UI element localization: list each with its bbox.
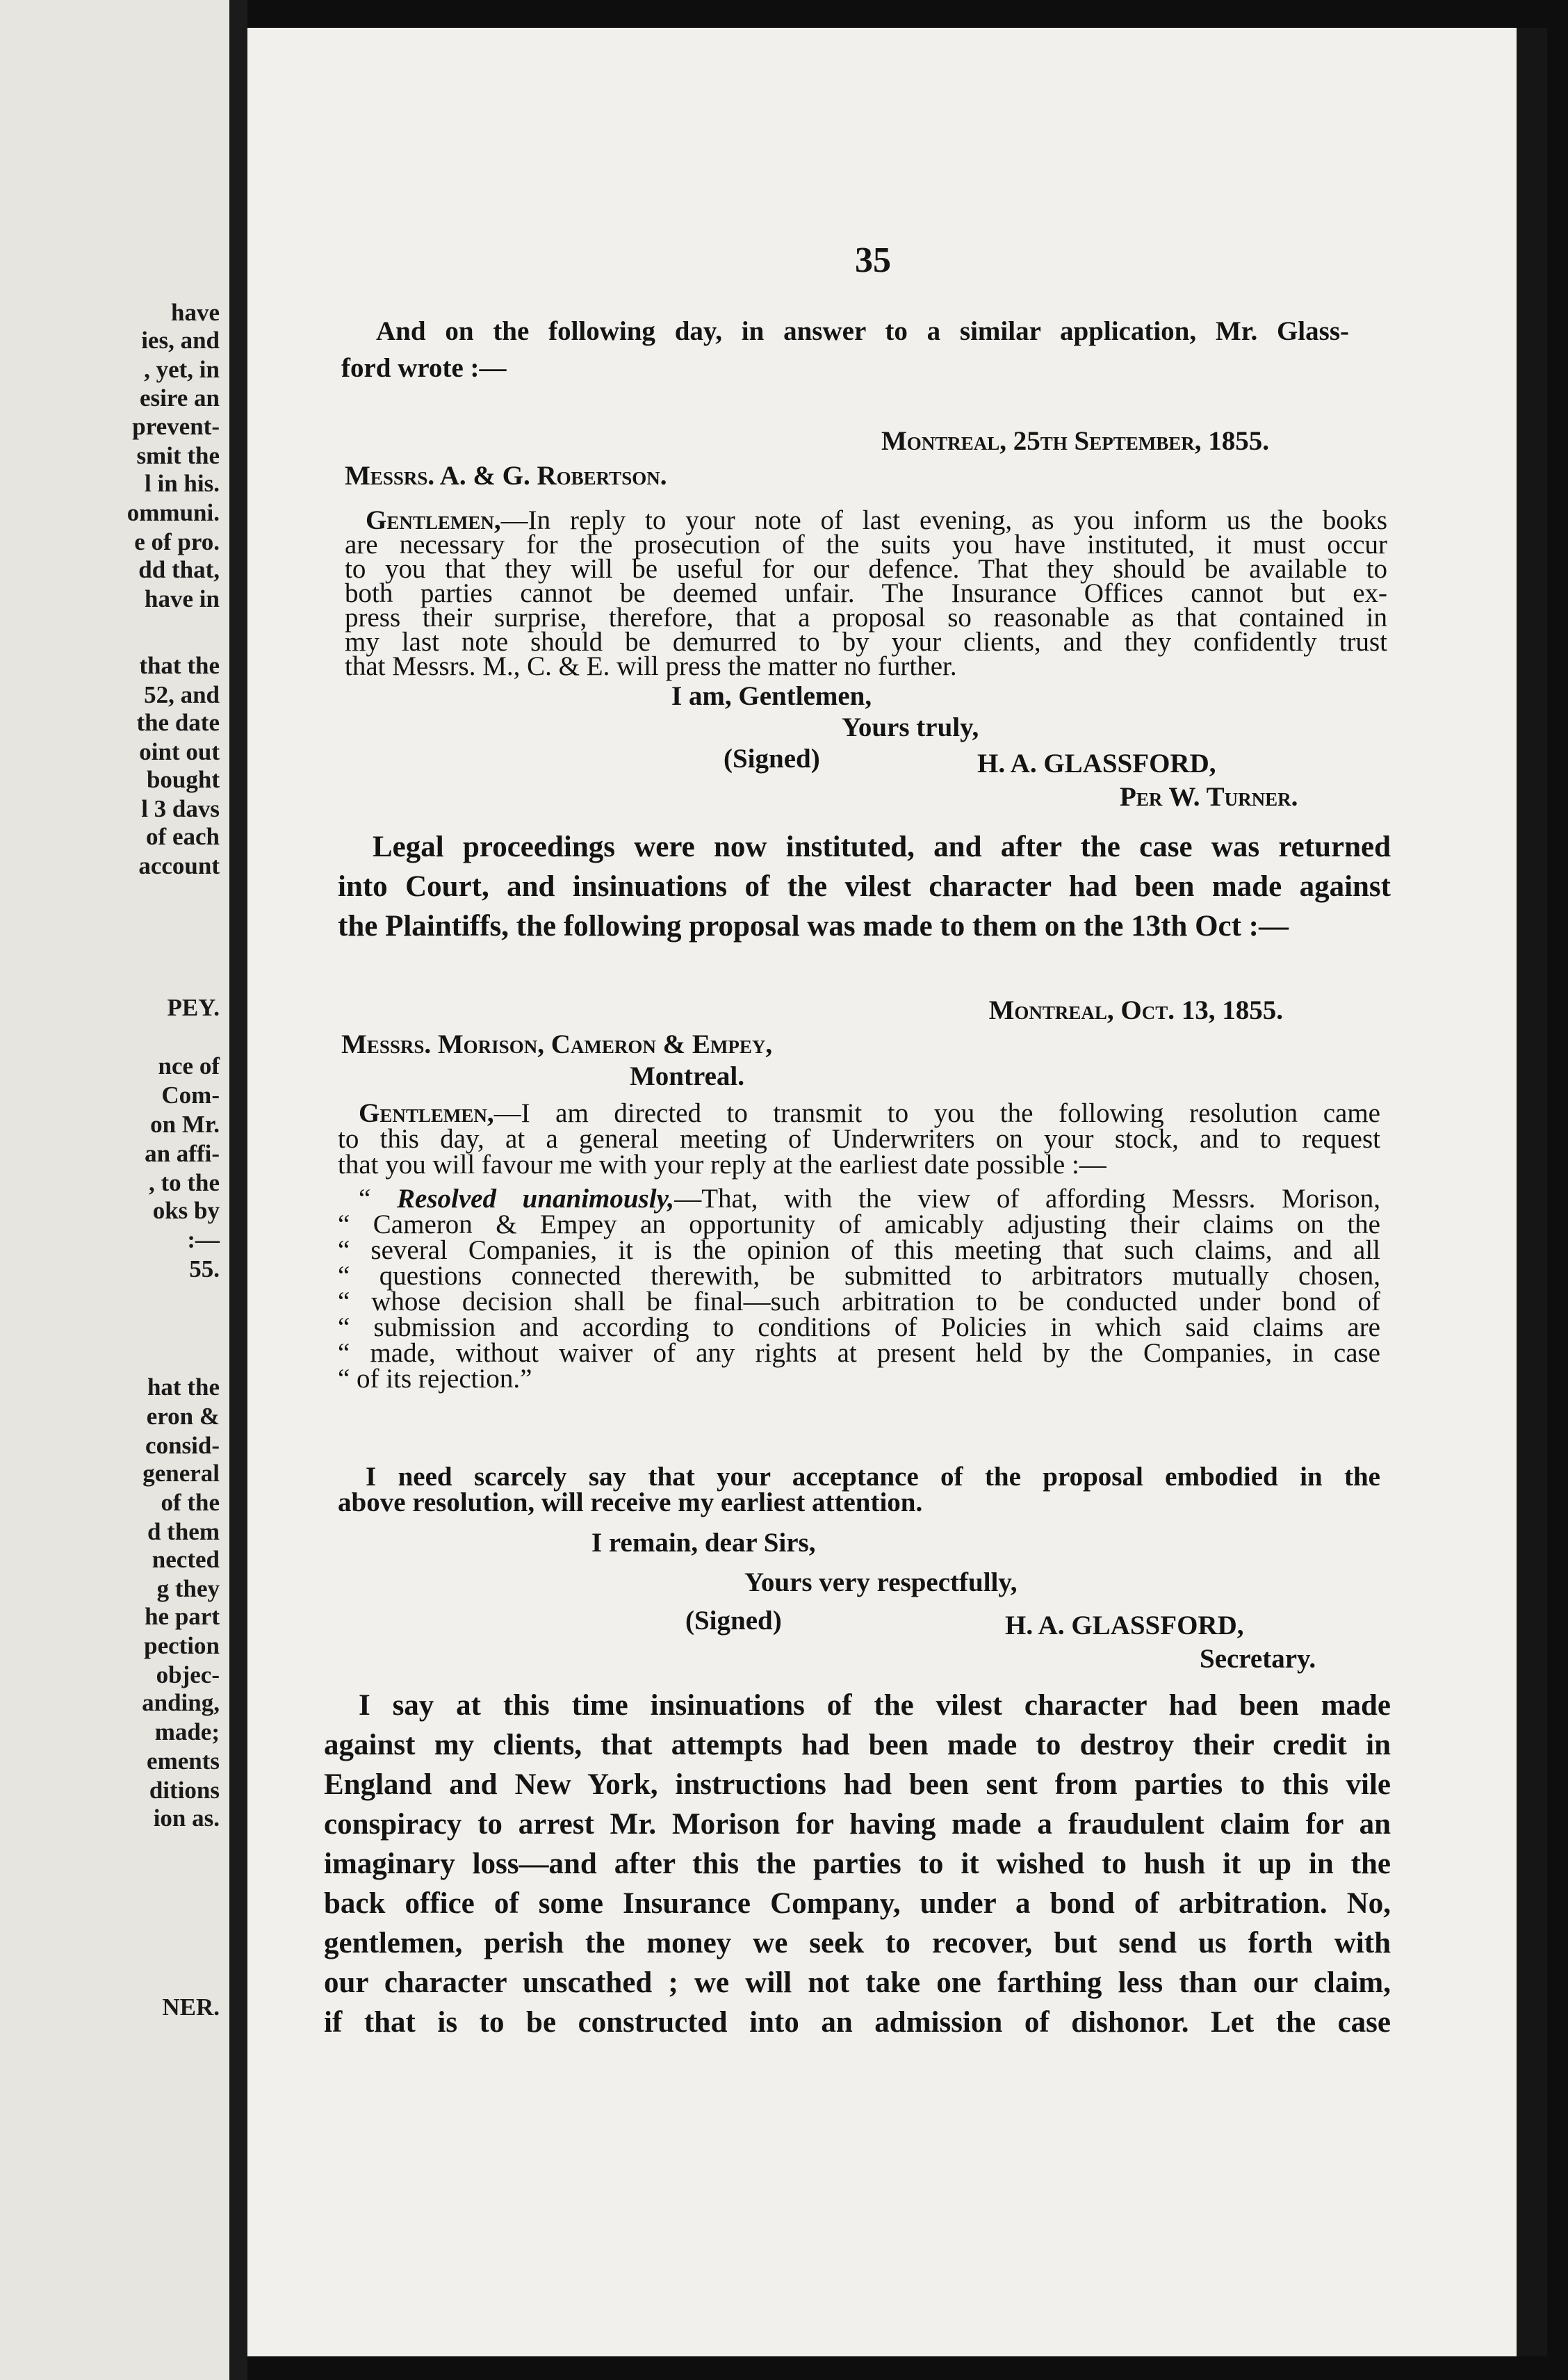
facing-page-text-fragment: , to the bbox=[148, 1169, 220, 1196]
letter1-line: are necessary for the prosecution of the suits you have instituted, it must occur bbox=[345, 530, 1387, 560]
letter1-per: Per W. Turner. bbox=[1120, 782, 1298, 812]
letter2-date: Montreal, Oct. 13, 1855. bbox=[988, 995, 1283, 1025]
facing-page-text-fragment: account bbox=[138, 852, 220, 879]
facing-page-text-fragment: an affi- bbox=[145, 1140, 220, 1167]
facing-page-text-fragment: ommuni. bbox=[126, 499, 220, 526]
letter1-date: Montreal, 25th September, 1855. bbox=[881, 426, 1269, 456]
facing-page-text-fragment: PEY. bbox=[167, 994, 220, 1021]
facing-page-text-fragment: of the bbox=[161, 1489, 220, 1516]
facing-page-text-fragment: NER. bbox=[162, 1994, 220, 2021]
facing-page-text-fragment: l 3 davs bbox=[141, 795, 220, 822]
resolution-line: “ Cameron & Empey an opportunity of amicably adjusting their claims on the bbox=[338, 1209, 1380, 1239]
letter1-line-text: —In reply to your note of last evening, as you inform us the books bbox=[500, 505, 1387, 535]
facing-page-text-fragment: e of pro. bbox=[134, 528, 220, 555]
facing-page-text-fragment: ion as. bbox=[153, 1804, 220, 1832]
facing-page-text-fragment: 55. bbox=[189, 1255, 220, 1282]
facing-page-text-fragment: , yet, in bbox=[144, 356, 220, 383]
resolution-line: “ of its rejection.” bbox=[338, 1364, 532, 1394]
facing-page-text-fragment: :— bbox=[187, 1226, 220, 1253]
letter2-signed: (Signed) bbox=[685, 1606, 782, 1636]
closing-line: if that is to be constructed into an admission of dishonor. Let the case bbox=[324, 2006, 1391, 2039]
closing-line: against my clients, that attempts had been made to destroy their credit in bbox=[324, 1729, 1391, 1761]
letter1-closing: Yours truly, bbox=[842, 712, 979, 742]
resolution-text: —That, with the view of affording Messrs. Morison, bbox=[674, 1184, 1380, 1214]
letter2-line-text: —I am directed to transmit to you the following resolution came bbox=[493, 1098, 1380, 1128]
letter2-closing: Yours very respectfully, bbox=[744, 1567, 1018, 1597]
facing-page-text-fragment: eron & bbox=[146, 1403, 220, 1430]
letter1-line: press their surprise, therefore, that a proposal so reasonable as that contained in bbox=[345, 603, 1387, 633]
show-through-text bbox=[609, 354, 614, 378]
facing-page-text-fragment: bought bbox=[146, 766, 220, 793]
facing-page-text-fragment: of each bbox=[146, 823, 220, 850]
intro-line: ford wrote :— bbox=[341, 353, 507, 383]
resolution-line: “ submission and according to conditions of Policies in which said claims are bbox=[338, 1312, 1380, 1342]
letter1-addressee: Messrs. A. & G. Robertson. bbox=[345, 461, 667, 491]
letter2-signer: H. A. GLASSFORD, bbox=[1005, 1611, 1244, 1640]
facing-page-text-fragment: he part bbox=[145, 1603, 220, 1630]
resolution-line: “ made, without waiver of any rights at present held by the Companies, in case bbox=[338, 1338, 1380, 1368]
facing-page-text-fragment: esire an bbox=[139, 384, 220, 411]
facing-page-text-fragment: consid- bbox=[145, 1432, 220, 1459]
page-edge-shadow bbox=[1517, 28, 1547, 2356]
facing-page-text-fragment: made; bbox=[154, 1718, 220, 1745]
letter2-line: to this day, at a general meeting of Underwriters on your stock, and to request bbox=[338, 1124, 1380, 1154]
letter1-signer: H. A. GLASSFORD, bbox=[977, 749, 1216, 779]
facing-page-text-fragment: oint out bbox=[139, 738, 220, 765]
quote-mark: “ bbox=[359, 1184, 397, 1214]
resolution-line: “ several Companies, it is the opinion of this meeting that such claims, and all bbox=[338, 1235, 1380, 1265]
facing-page-text-fragment: Com- bbox=[161, 1082, 220, 1109]
facing-page-text-fragment: ements bbox=[147, 1747, 220, 1775]
resolved-label: Resolved unanimously, bbox=[397, 1184, 675, 1214]
facing-page-text-fragment: pection bbox=[144, 1632, 220, 1659]
facing-page-text-fragment: the date bbox=[136, 709, 220, 736]
letter1-signed: (Signed) bbox=[724, 744, 820, 774]
facing-page-text-fragment: oks by bbox=[152, 1197, 220, 1224]
letter2-para2-line: above resolution, will receive my earliest attention. bbox=[338, 1488, 923, 1517]
facing-page-text-fragment: 52, and bbox=[144, 681, 220, 708]
facing-page-text-fragment: on Mr. bbox=[150, 1111, 220, 1138]
letter2-line: that you will favour me with your reply at the earliest date possible :— bbox=[338, 1150, 1106, 1180]
facing-page-text-fragment: l in his. bbox=[145, 470, 220, 497]
resolution-line: “ questions connected therewith, be submitted to arbitrators mutually chosen, bbox=[338, 1261, 1380, 1291]
narrative-line: the Plaintiffs, the following proposal was made to them on the 13th Oct :— bbox=[338, 910, 1289, 943]
facing-page-text-fragment: g they bbox=[156, 1575, 220, 1602]
letter2-para2-line: I need scarcely say that your acceptance of the proposal embodied in the bbox=[366, 1462, 1380, 1492]
facing-page-text-fragment: dd that, bbox=[138, 556, 220, 583]
closing-line: imaginary loss—and after this the parties to it wished to hush it up in the bbox=[324, 1848, 1391, 1880]
letter2-city: Montreal. bbox=[630, 1061, 744, 1091]
facing-page-text-fragment: nce of bbox=[158, 1052, 220, 1079]
facing-page-text-fragment: anding, bbox=[142, 1689, 220, 1716]
resolution-line: “ whose decision shall be final—such arbitration to be conducted under bond of bbox=[338, 1287, 1380, 1317]
facing-page-text-fragment: ies, and bbox=[141, 327, 220, 354]
letter1-salutation: Gentlemen, bbox=[366, 505, 501, 535]
facing-page-text-fragment: have bbox=[171, 299, 220, 326]
closing-line: England and New York, instructions had been sent from parties to this vile bbox=[324, 1768, 1391, 1801]
letter2-addressee: Messrs. Morison, Cameron & Empey, bbox=[341, 1029, 773, 1059]
facing-page-text-fragment: that the bbox=[139, 652, 220, 679]
document-page bbox=[247, 28, 1547, 2356]
letter2-closing: I remain, dear Sirs, bbox=[591, 1528, 816, 1558]
closing-line: gentlemen, perish the money we seek to recover, but send us forth with bbox=[324, 1927, 1391, 1959]
facing-page-text-fragment: ditions bbox=[149, 1777, 220, 1804]
facing-page-text-fragment: hat the bbox=[147, 1374, 220, 1401]
facing-page-text-fragment: smit the bbox=[136, 442, 220, 469]
facing-page-text-fragment: have in bbox=[145, 585, 220, 612]
closing-line: back office of some Insurance Company, under a bond of arbitration. No, bbox=[324, 1887, 1391, 1920]
letter2-salutation: Gentlemen, bbox=[359, 1098, 494, 1128]
facing-page-text-fragment: nected bbox=[152, 1546, 220, 1573]
facing-page-text-fragment: prevent- bbox=[132, 413, 220, 440]
book-gutter bbox=[229, 0, 247, 2380]
facing-page-text-fragment: general bbox=[142, 1460, 220, 1487]
facing-page-text-fragment: objec- bbox=[156, 1661, 220, 1688]
page-number: 35 bbox=[855, 241, 891, 280]
letter1-line: to you that they will be useful for our defence. That they should be available to bbox=[345, 554, 1387, 584]
facing-page-fragment bbox=[0, 0, 229, 2380]
facing-page-text-fragment: d them bbox=[147, 1518, 220, 1545]
closing-line: our character unscathed ; we will not take one farthing less than our claim, bbox=[324, 1966, 1391, 1999]
letter1-line: that Messrs. M., C. & E. will press the matter no further. bbox=[345, 651, 957, 681]
letter1-line: my last note should be demurred to by your clients, and they confidently trust bbox=[345, 627, 1387, 657]
closing-line: conspiracy to arrest Mr. Morison for having made a fraudulent claim for an bbox=[324, 1808, 1391, 1841]
narrative-line: Legal proceedings were now instituted, and after the case was returned bbox=[373, 831, 1391, 863]
closing-line: I say at this time insinuations of the vilest character had been made bbox=[359, 1689, 1391, 1722]
letter1-closing: I am, Gentlemen, bbox=[671, 681, 872, 711]
letter1-line: both parties cannot be deemed unfair. The Insurance Offices cannot but ex- bbox=[345, 578, 1387, 608]
intro-line: And on the following day, in answer to a similar application, Mr. Glass- bbox=[376, 316, 1349, 346]
narrative-line: into Court, and insinuations of the vilest character had been made against bbox=[338, 870, 1391, 903]
letter2-title: Secretary. bbox=[1200, 1644, 1316, 1674]
